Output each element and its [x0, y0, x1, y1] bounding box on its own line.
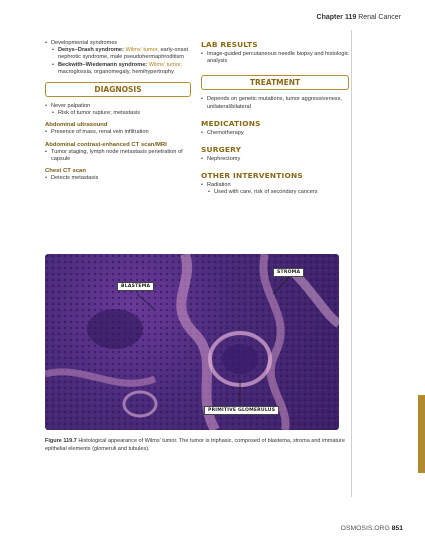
- list-item: • Chemotherapy: [201, 130, 349, 137]
- list-item: • Used with care, risk of secondary cancers: [208, 189, 349, 196]
- site-name: OSMOSIS.ORG: [340, 525, 390, 532]
- syndrome-name: Denys–Drash syndrome:: [58, 47, 124, 54]
- list-item: • Risk of tumor rupture; metastasis: [52, 110, 191, 117]
- other-interventions-heading: OTHER INTERVENTIONS: [201, 171, 303, 181]
- list-item: • Image-guided percutaneous needle biopsy and histologic analysis: [201, 51, 349, 65]
- figure-number: Figure 119.7: [45, 438, 77, 444]
- list-item: • Depends on genetic mutations, tumor aggressiveness, unilateral/bilateral: [201, 96, 349, 110]
- syndrome-list: [52, 47, 191, 76]
- list-item: • Never palpation: [45, 103, 191, 110]
- list-item: • Developmental syndromes: [45, 40, 191, 47]
- list-item: [52, 47, 191, 61]
- left-column: [45, 40, 191, 182]
- medications-heading: MEDICATIONS: [201, 118, 261, 128]
- list-item: • Nephrectomy: [201, 156, 349, 163]
- syndrome-accent: Wilms' tumor,: [148, 61, 183, 68]
- syndrome-detail: macroglossia, organomegaly, hemihypertrophy: [58, 68, 174, 75]
- chapter-label: Chapter 119: [316, 14, 357, 21]
- histology-image: [45, 254, 339, 430]
- primitive-glomerulus-label: PRIMITIVE GLOMERULUS: [204, 406, 279, 415]
- figure-caption: [45, 437, 345, 453]
- syndrome-detail: early-onset nephrotic syndrome, male pseudohermaphroditism: [58, 47, 189, 61]
- syndrome-accent: Wilms' tumor,: [125, 47, 159, 54]
- surgery-heading: SURGERY: [201, 145, 242, 155]
- chapter-tab-marker: [418, 395, 425, 473]
- treatment-heading: TREATMENT: [201, 75, 349, 90]
- list-item: • Detects metastasis: [45, 175, 191, 182]
- stroma-label: STROMA: [273, 268, 304, 277]
- blastema-label: BLASTEMA: [117, 282, 154, 291]
- column-divider: [351, 30, 352, 497]
- right-column: [201, 40, 349, 197]
- figure-caption-text: Histological appearance of Wilms' tumor. The tumor is triphasic, composed of blastema, stroma and immature epithelial elements (glomeruli and tubules).: [45, 438, 345, 452]
- lab-results-heading: LAB RESULTS: [201, 40, 258, 49]
- list-item: • Radiation: [201, 182, 349, 189]
- chest-ct-heading: Chest CT scan: [45, 168, 86, 175]
- list-item: • Presence of mass, renal vein infiltration: [45, 129, 191, 136]
- chapter-header: [317, 14, 401, 21]
- page-number: 851: [391, 525, 403, 532]
- ultrasound-heading: Abdominal ultrasound: [45, 122, 108, 129]
- list-item: • Tumor staging, lymph node metastasis penetration of capsule: [45, 149, 191, 163]
- diagnosis-heading: DIAGNOSIS: [45, 82, 191, 97]
- syndrome-name: Beckwith–Wiedemann syndrome:: [58, 61, 148, 68]
- chapter-title: Renal Cancer: [358, 14, 401, 21]
- list-item: [52, 62, 191, 76]
- ct-heading: Abdominal contrast-enhanced CT scan/MRI: [45, 141, 167, 148]
- page-footer: [341, 525, 403, 532]
- histology-texture: [45, 254, 339, 430]
